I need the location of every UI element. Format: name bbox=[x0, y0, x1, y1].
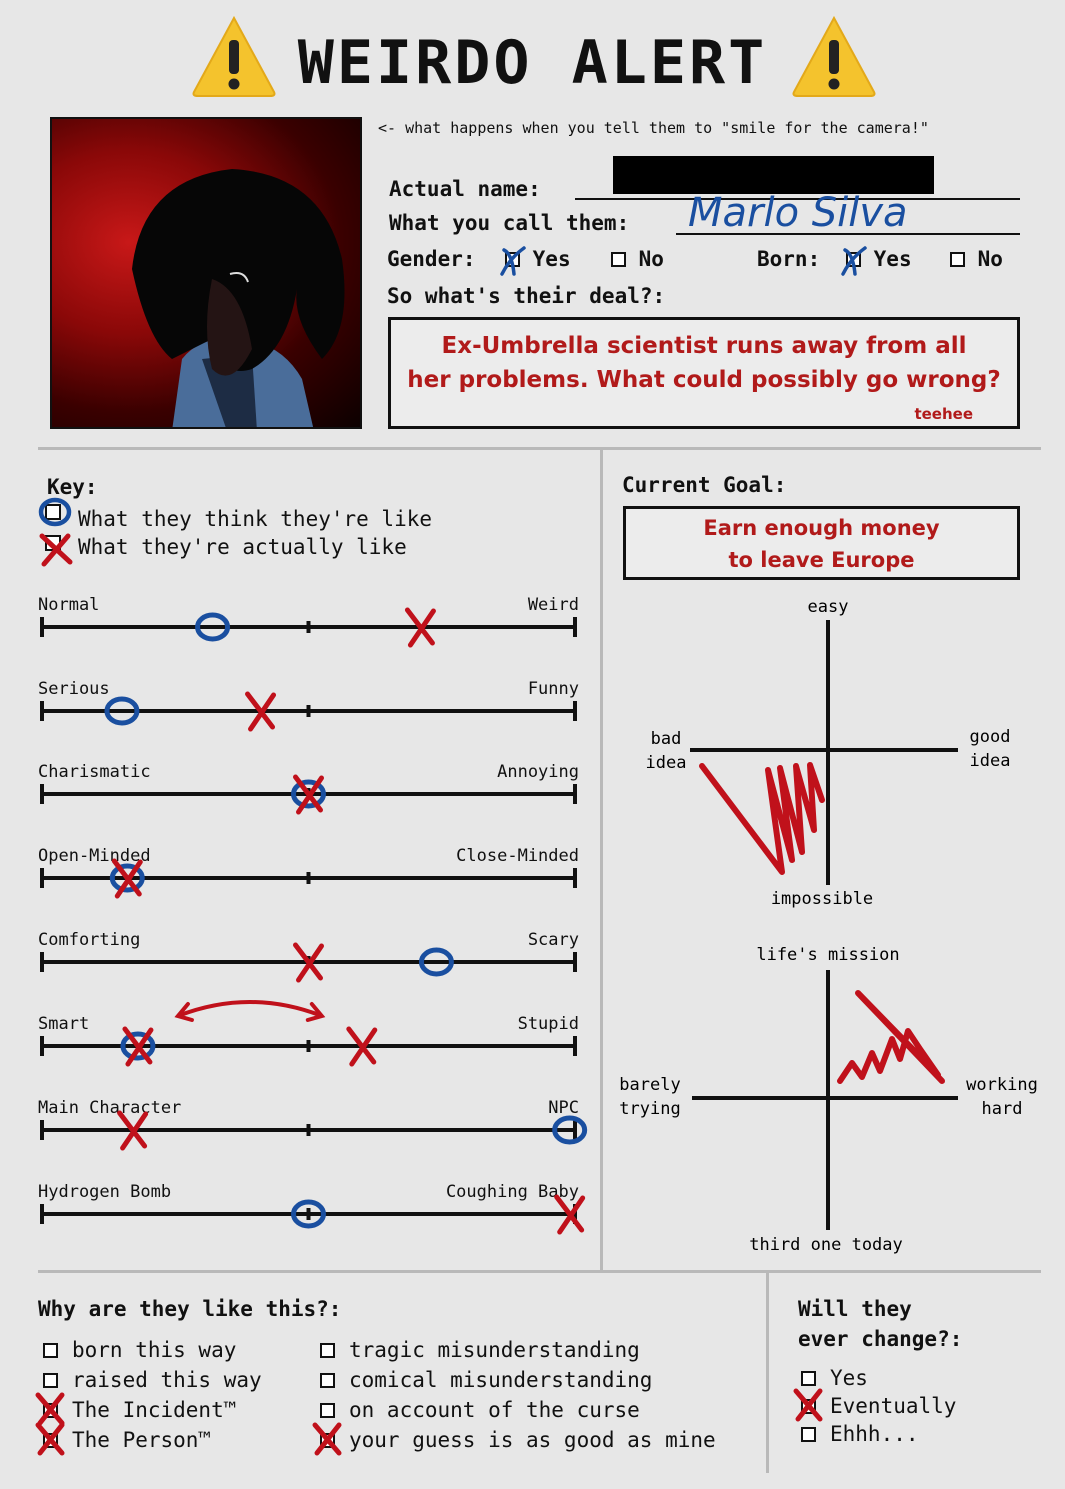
gender-yes-label: Yes bbox=[532, 247, 571, 271]
chart2-left-label-1: barely bbox=[619, 1075, 681, 1095]
checkbox[interactable] bbox=[801, 1427, 816, 1442]
check-x-mark bbox=[792, 1387, 826, 1423]
chart2-right-label-1: working bbox=[966, 1075, 1038, 1095]
deal-text-line-2: her problems. What could possibly go wrong? bbox=[407, 367, 1001, 393]
goal-label: Current Goal: bbox=[622, 473, 787, 497]
scale-right-label: Close-Minded bbox=[456, 846, 579, 866]
scale-right-label: Funny bbox=[527, 679, 579, 699]
option-label: The Person™ bbox=[72, 1428, 212, 1452]
goal-text-line-1: Earn enough money bbox=[703, 516, 940, 540]
scale-right-label: Weird bbox=[527, 595, 579, 615]
deal-text-line-1: Ex-Umbrella scientist runs away from all bbox=[441, 333, 967, 359]
born-no-checkbox[interactable] bbox=[950, 252, 965, 267]
option-label: Eventually bbox=[830, 1394, 957, 1418]
option-row[interactable] bbox=[43, 1398, 236, 1422]
scale-3-track bbox=[0, 764, 600, 824]
checkbox[interactable] bbox=[320, 1343, 335, 1358]
key-think-label: What they think they're like bbox=[78, 507, 433, 531]
gender-yes-mark bbox=[498, 244, 530, 278]
chart1-bottom-label: impossible bbox=[770, 889, 874, 909]
option-label: raised this way bbox=[72, 1368, 262, 1392]
call-them-value: Marlo Silva bbox=[688, 190, 908, 236]
scale-right-label: Stupid bbox=[517, 1014, 579, 1034]
option-row[interactable] bbox=[320, 1398, 640, 1422]
goal-difficulty-chart bbox=[610, 590, 1050, 920]
checkbox[interactable] bbox=[320, 1373, 335, 1388]
scale-1-track bbox=[0, 597, 600, 657]
gender-no-option[interactable] bbox=[611, 247, 664, 271]
option-row[interactable] bbox=[801, 1422, 919, 1446]
goal-text-line-2: to leave Europe bbox=[728, 548, 915, 572]
scale-5-track bbox=[0, 932, 600, 992]
chart1-scribble bbox=[702, 765, 822, 872]
checkbox[interactable] bbox=[801, 1371, 816, 1386]
chart2-bottom-label: third one today bbox=[749, 1235, 903, 1255]
born-no-label: No bbox=[977, 247, 1003, 271]
scale-7-track bbox=[0, 1100, 600, 1160]
change-title-line-1: Will they bbox=[798, 1297, 912, 1321]
scale-left-label: Smart bbox=[38, 1014, 90, 1034]
born-yes-mark bbox=[839, 244, 871, 278]
deal-label: So what's their deal?: bbox=[387, 284, 666, 308]
scale-left-label: Open-Minded bbox=[38, 846, 151, 866]
scale-left-label: Normal bbox=[38, 595, 100, 615]
scale-left-label: Charismatic bbox=[38, 762, 151, 782]
option-label: Yes bbox=[830, 1366, 868, 1390]
gender-no-label: No bbox=[638, 247, 664, 271]
option-label: The Incident™ bbox=[72, 1398, 237, 1422]
option-row[interactable] bbox=[320, 1368, 652, 1392]
option-label: tragic misunderstanding bbox=[349, 1338, 640, 1362]
chart2-left-label-2: trying bbox=[619, 1099, 681, 1119]
divider-bottom bbox=[38, 1270, 1041, 1273]
change-title-line-2: ever change?: bbox=[798, 1327, 963, 1351]
option-label: on account of the curse bbox=[349, 1398, 640, 1422]
scale-left-label: Comforting bbox=[38, 930, 141, 950]
deal-note: teehee bbox=[914, 405, 973, 423]
actual-name-label: Actual name: bbox=[389, 177, 541, 201]
scale-right-label: NPC bbox=[548, 1098, 579, 1118]
chart2-scribble bbox=[840, 993, 942, 1081]
option-row[interactable] bbox=[43, 1428, 211, 1452]
chart2-right-label-2: hard bbox=[981, 1099, 1023, 1119]
key-title: Key: bbox=[47, 475, 98, 499]
page-title: WEIRDO ALERT bbox=[297, 28, 768, 98]
chart1-right-label-2: idea bbox=[969, 751, 1011, 771]
scale-right-label: Annoying bbox=[497, 762, 579, 782]
call-them-label: What you call them: bbox=[389, 211, 630, 235]
gender-label: Gender: bbox=[387, 247, 476, 271]
key-symbols bbox=[38, 496, 78, 568]
chart1-right-label-1: good bbox=[969, 727, 1011, 747]
check-x-mark bbox=[311, 1421, 345, 1457]
born-label: Born: bbox=[757, 247, 821, 271]
goal-box bbox=[623, 506, 1020, 580]
checkbox[interactable] bbox=[320, 1403, 335, 1418]
option-row[interactable] bbox=[320, 1428, 716, 1452]
option-label: born this way bbox=[72, 1338, 237, 1362]
scale-6-track bbox=[0, 1016, 600, 1076]
scale-2-track bbox=[0, 681, 600, 741]
option-label: comical misunderstanding bbox=[349, 1368, 653, 1392]
born-no-option[interactable] bbox=[950, 247, 1003, 271]
checkbox[interactable] bbox=[43, 1343, 58, 1358]
scale-8-track bbox=[0, 1184, 600, 1244]
option-row[interactable] bbox=[43, 1338, 236, 1362]
scale-left-label: Main Character bbox=[38, 1098, 182, 1118]
deal-box bbox=[388, 317, 1020, 429]
option-row[interactable] bbox=[320, 1338, 640, 1362]
check-x-mark bbox=[34, 1421, 68, 1457]
gender-no-checkbox[interactable] bbox=[611, 252, 626, 267]
scale-right-label: Scary bbox=[527, 930, 579, 950]
born-yes-label: Yes bbox=[873, 247, 912, 271]
goal-effort-chart bbox=[600, 935, 1060, 1260]
warning-icon-right bbox=[790, 14, 878, 98]
scale-4-track bbox=[0, 848, 600, 908]
option-row[interactable] bbox=[801, 1394, 956, 1418]
divider-bottom-vertical bbox=[766, 1273, 769, 1473]
name-redaction-bar bbox=[613, 156, 934, 194]
key-actual-label: What they're actually like bbox=[78, 535, 407, 559]
chart1-left-label-2: idea bbox=[645, 753, 687, 773]
chart1-left-label-1: bad bbox=[650, 729, 682, 749]
scale-left-label: Serious bbox=[38, 679, 110, 699]
character-portrait bbox=[50, 117, 362, 429]
chart1-top-label: easy bbox=[807, 597, 849, 617]
scale-left-label: Hydrogen Bomb bbox=[38, 1182, 172, 1202]
divider-top bbox=[38, 447, 1041, 450]
chart2-top-label: life's mission bbox=[756, 945, 900, 965]
option-label: Ehhh... bbox=[830, 1422, 919, 1446]
portrait-caption: <- what happens when you tell them to "smile for the camera!" bbox=[378, 119, 929, 137]
scale-right-label: Coughing Baby bbox=[445, 1182, 579, 1202]
checkbox[interactable] bbox=[43, 1373, 58, 1388]
option-label: your guess is as good as mine bbox=[349, 1428, 716, 1452]
why-title: Why are they like this?: bbox=[38, 1297, 342, 1321]
option-row[interactable] bbox=[43, 1368, 262, 1392]
